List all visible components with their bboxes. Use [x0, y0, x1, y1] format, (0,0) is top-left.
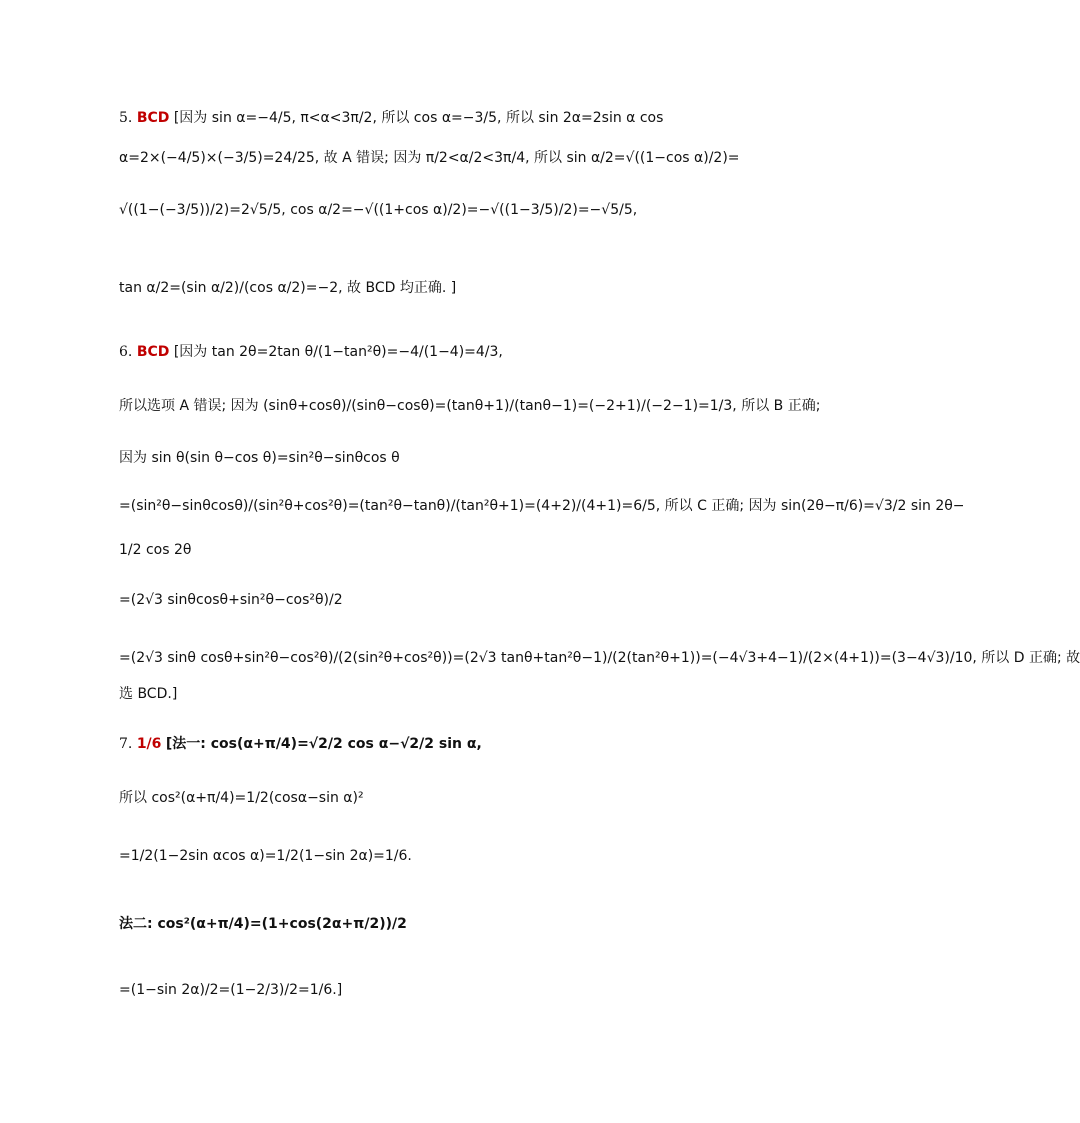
- problem-7-text-4: 法二: cos²(α+π/4)=(1+cos(2α+π/2))/2: [119, 916, 407, 932]
- problem-7-text-1: [法一: cos(α+π/4)=√2/2 cos α−√2/2 sin α,: [165, 736, 482, 752]
- problem-7-text-5: =(1−sin 2α)/2=(1−2/3)/2=1/6.]: [119, 982, 343, 998]
- problem-7-line-4: [119, 914, 679, 934]
- problem-6-line-5: [119, 540, 679, 560]
- problem-6-text-2: 所以选项 A 错误; 因为 (sinθ+cosθ)/(sinθ−cosθ)=(tanθ+1)/(tanθ−1)=(−2+1)/(−2−1)=1/3, 所以 B 正确;: [119, 398, 821, 414]
- problem-6-text-7: =(2√3 sinθ cosθ+sin²θ−cos²θ)/(2(sin²θ+cos²θ))=(2√3 tanθ+tan²θ−1)/(2(tan²θ+1))=(−4√3+4−1)/(2×(4+1))=(3−4√3)/10, 所以 D 正确; 故: [119, 650, 1080, 666]
- problem-6-line-1: [119, 342, 679, 362]
- problem-7-line-5: [119, 980, 679, 1000]
- problem-5-text-1: [因为 sin α=−4/5, π<α<3π/2, 所以 cos α=−3/5, 所以 sin 2α=2sin α cos: [173, 110, 664, 126]
- problem-6-text-1: [因为 tan 2θ=2tan θ/(1−tan²θ)=−4/(1−4)=4/3,: [173, 344, 503, 360]
- problem-6-line-3: [119, 448, 679, 468]
- problem-6-text-4: =(sin²θ−sinθcosθ)/(sin²θ+cos²θ)=(tan²θ−tanθ)/(tan²θ+1)=(4+2)/(4+1)=6/5, 所以 C 正确; 因为 sin(2θ−π/6)=√3/2 sin 2θ−: [119, 498, 965, 514]
- problem-7-text-2: 所以 cos²(α+π/4)=1/2(cosα−sin α)²: [119, 790, 364, 806]
- problem-6-text-6: =(2√3 sinθcosθ+sin²θ−cos²θ)/2: [119, 592, 343, 608]
- problem-5-answer: BCD: [136, 110, 170, 126]
- problem-6-number: 6.: [119, 344, 133, 360]
- problem-5-text-4: tan α/2=(sin α/2)/(cos α/2)=−2, 故 BCD 均正确. ]: [119, 280, 457, 296]
- problem-5-line-1: [119, 108, 679, 128]
- problem-7-number: 7.: [119, 736, 133, 752]
- problem-6-text-3: 因为 sin θ(sin θ−cos θ)=sin²θ−sinθcos θ: [119, 450, 400, 466]
- problem-7-line-1: [119, 734, 679, 754]
- problem-5-text-3: √((1−(−3/5))/2)=2√5/5, cos α/2=−√((1+cos α)/2)=−√((1−3/5)/2)=−√5/5,: [119, 202, 638, 218]
- problem-5-line-4: [119, 278, 679, 298]
- problem-6-line-7: [119, 648, 1080, 668]
- problem-7-answer: 1/6: [136, 736, 162, 752]
- problem-6-line-6: [119, 590, 679, 610]
- problem-7-text-3: =1/2(1−2sin αcos α)=1/2(1−sin 2α)=1/6.: [119, 848, 412, 864]
- problem-6-text-5: 1/2 cos 2θ: [119, 542, 192, 558]
- problem-5-text-2: α=2×(−4/5)×(−3/5)=24/25, 故 A 错误; 因为 π/2<α/2<3π/4, 所以 sin α/2=√((1−cos α)/2)=: [119, 150, 740, 166]
- problem-6-line-4: [119, 496, 965, 516]
- problem-6-line-2: [119, 396, 821, 416]
- problem-6-text-8: 选 BCD.]: [119, 686, 178, 702]
- problem-5-number: 5.: [119, 110, 133, 126]
- problem-5-line-3: [119, 200, 679, 220]
- problem-7-line-3: [119, 846, 679, 866]
- problem-6-answer: BCD: [136, 344, 170, 360]
- problem-5-line-2: [119, 148, 740, 168]
- problem-6-line-8: [119, 684, 679, 704]
- problem-7-line-2: [119, 788, 679, 808]
